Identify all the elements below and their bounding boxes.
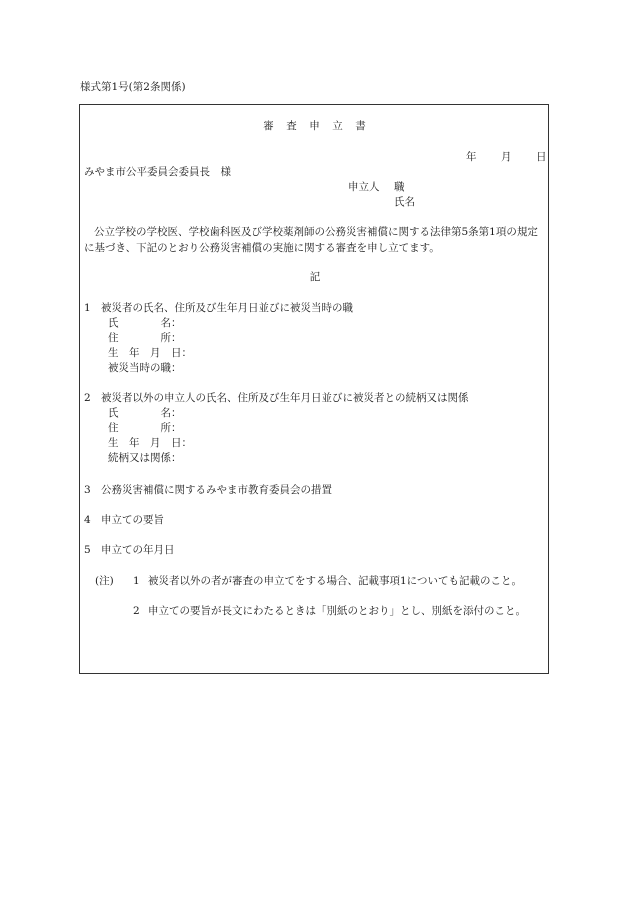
- field-label: 生 年 月 日：: [108, 437, 192, 449]
- applicant-label: 申立人: [348, 181, 380, 193]
- field-label: 住 所：: [108, 332, 182, 344]
- section-title: 被災者の氏名、住所及び生年月日並びに被災当時の職: [101, 302, 353, 314]
- form-number: 様式第1号(第2条関係): [80, 81, 186, 93]
- field-label: 氏 名：: [108, 407, 182, 419]
- field-label: 続柄又は関係：: [108, 452, 182, 464]
- field-label: 住 所：: [108, 422, 182, 434]
- section-number: 3: [84, 484, 91, 496]
- section-number: 5: [84, 544, 91, 556]
- document-title: 審 査 申 立 書: [263, 120, 367, 132]
- field-label: 被災当時の職：: [108, 362, 182, 374]
- section-title: 申立ての要旨: [101, 514, 164, 526]
- note-number: 1: [133, 575, 140, 587]
- applicant-name-label: 氏名: [394, 196, 415, 208]
- section-number: 2: [84, 392, 91, 404]
- note-text: 被災者以外の者が審査の申立てをする場合、記載事項1についても記載のこと。: [148, 575, 522, 587]
- section-number: 4: [84, 514, 91, 526]
- field-label: 氏 名：: [108, 317, 182, 329]
- date-year-label: 年: [466, 151, 477, 163]
- date-day-label: 日: [536, 151, 547, 163]
- applicant-position-label: 職: [394, 181, 405, 193]
- body-paragraph: [84, 224, 548, 256]
- addressee: みやま市公平委員会委員長 様: [84, 166, 231, 178]
- date-month-label: 月: [501, 151, 512, 163]
- field-label: 生 年 月 日：: [108, 347, 192, 359]
- section-title: 被災者以外の申立人の氏名、住所及び生年月日並びに被災者との続柄又は関係: [101, 392, 469, 404]
- body-text: 公立学校の学校医、学校歯科医及び学校薬剤師の公務災害補償に関する法律第5条第1項の規定に基づき、下記のとおり公務災害補償の実施に関する審査を申し立てます。: [84, 226, 538, 254]
- section-title: 公務災害補償に関するみやま市教育委員会の措置: [101, 484, 332, 496]
- section-title: 申立ての年月日: [101, 544, 175, 556]
- note-number: 2: [133, 605, 140, 617]
- ki-heading: 記: [309, 271, 321, 283]
- section-number: 1: [84, 302, 91, 314]
- notes-label: (注): [95, 575, 114, 587]
- note-text: 申立ての要旨が長文にわたるときは「別紙のとおり」とし、別紙を添付のこと。: [148, 605, 526, 617]
